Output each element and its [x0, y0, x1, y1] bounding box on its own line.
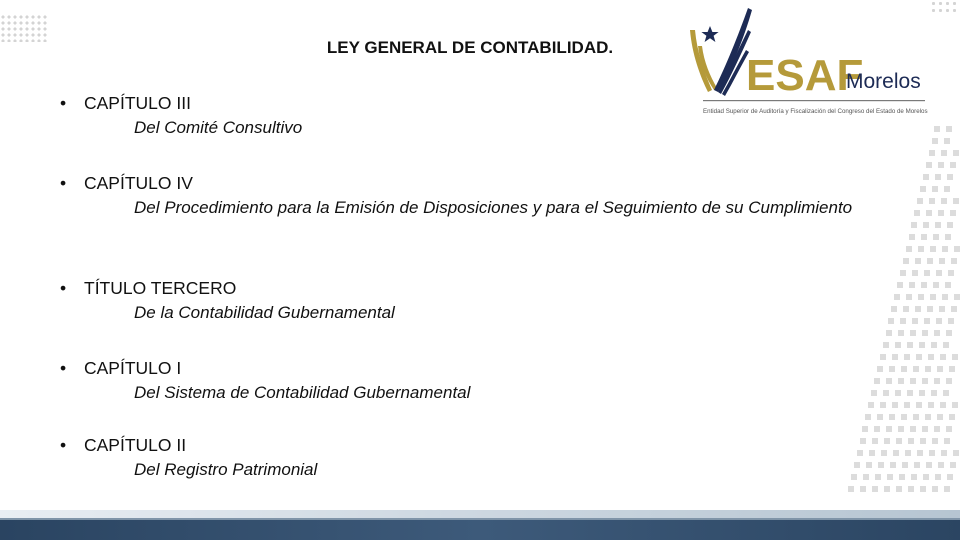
decorative-dot [943, 342, 949, 348]
decorative-dot [934, 126, 940, 132]
decorative-dot [933, 282, 939, 288]
decorative-dot [863, 474, 869, 480]
decorative-dot [906, 294, 912, 300]
decorative-dot [953, 450, 959, 456]
decorative-dot [953, 150, 959, 156]
decorative-dot [914, 210, 920, 216]
decorative-dot [902, 462, 908, 468]
decorative-dot [947, 174, 953, 180]
item-heading: TÍTULO TERCERO [84, 278, 237, 298]
bullet: • [60, 173, 67, 193]
decorative-dot [932, 438, 938, 444]
decorative-dot [888, 318, 894, 324]
decorative-dot [949, 366, 955, 372]
decorative-dot [941, 150, 947, 156]
decorative-dot [903, 258, 909, 264]
item-subtitle: Del Procedimiento para la Emisión de Disposiciones y para el Seguimiento de su Cumplimiento [134, 198, 853, 217]
decorative-dot [905, 450, 911, 456]
decorative-dot [889, 414, 895, 420]
decorative-dot [918, 294, 924, 300]
decorative-dot [920, 438, 926, 444]
decorative-dot [914, 462, 920, 468]
decorative-dot [919, 342, 925, 348]
decorative-dot [950, 162, 956, 168]
decorative-dot [889, 366, 895, 372]
decorative-dot [935, 174, 941, 180]
item-subtitle: Del Comité Consultivo [134, 118, 303, 137]
decorative-dot [915, 306, 921, 312]
decorative-dot [874, 378, 880, 384]
decorative-dot [915, 258, 921, 264]
decorative-dot [909, 282, 915, 288]
decorative-dot [922, 426, 928, 432]
decorative-dot [948, 318, 954, 324]
decorative-dot [950, 210, 956, 216]
decorative-dot [941, 198, 947, 204]
decorative-dot [944, 186, 950, 192]
decorative-dot [926, 210, 932, 216]
decorative-dot [944, 486, 950, 492]
decorative-dot [943, 390, 949, 396]
decorative-dot [898, 330, 904, 336]
logo-region: Morelos [846, 70, 921, 93]
decorative-dot [926, 162, 932, 168]
decorative-dot [862, 426, 868, 432]
decorative-dot [916, 402, 922, 408]
decorative-dot [946, 330, 952, 336]
decorative-dot [937, 414, 943, 420]
decorative-dot [931, 390, 937, 396]
decorative-dot [877, 366, 883, 372]
decorative-dot [901, 366, 907, 372]
decorative-dot [901, 414, 907, 420]
decorative-dot [871, 390, 877, 396]
decorative-dot [872, 486, 878, 492]
decorative-dot [911, 222, 917, 228]
decorative-dot [936, 318, 942, 324]
decorative-dot [923, 174, 929, 180]
decorative-dot [892, 354, 898, 360]
decorative-dot [875, 474, 881, 480]
decorative-dot [895, 390, 901, 396]
decorative-dot [860, 438, 866, 444]
bullet: • [60, 93, 67, 113]
decorative-dot [949, 414, 955, 420]
decorative-dot [900, 270, 906, 276]
decorative-dot [935, 222, 941, 228]
decorative-dot [908, 486, 914, 492]
decorative-dot [921, 234, 927, 240]
decorative-dot [939, 258, 945, 264]
decorative-dot [898, 378, 904, 384]
decorative-dot [883, 342, 889, 348]
decorative-dot [923, 474, 929, 480]
list-item [60, 357, 860, 404]
decorative-dot [865, 414, 871, 420]
bullet: • [60, 278, 67, 298]
decorative-dot [908, 438, 914, 444]
decorative-dot [881, 450, 887, 456]
bullet: • [60, 358, 67, 378]
decorative-dot [877, 414, 883, 420]
decorative-dot [947, 474, 953, 480]
decorative-dot [920, 186, 926, 192]
decorative-dot [895, 342, 901, 348]
decorative-dot [929, 150, 935, 156]
decorative-dot [932, 186, 938, 192]
decorative-dot [860, 486, 866, 492]
item-heading: CAPÍTULO IV [84, 173, 193, 193]
decorative-dot [940, 402, 946, 408]
decorative-dot [930, 294, 936, 300]
decorative-dot [926, 462, 932, 468]
bullet: • [60, 435, 67, 455]
decorative-dot [928, 354, 934, 360]
footer-band-dark [0, 520, 960, 540]
decorative-dot [932, 138, 938, 144]
decorative-dot [886, 330, 892, 336]
decorative-dot [944, 438, 950, 444]
decorative-dot [869, 450, 875, 456]
decorative-dot [900, 318, 906, 324]
decorative-dot [923, 222, 929, 228]
decorative-dot [887, 474, 893, 480]
decorative-dot [945, 282, 951, 288]
decorative-dot [884, 438, 890, 444]
decorative-dot [912, 318, 918, 324]
decorative-dot [896, 438, 902, 444]
decorative-dot [872, 438, 878, 444]
logo-tagline: Entidad Superior de Auditoría y Fiscalización del Congreso del Estado de Morelos [703, 108, 928, 115]
item-subtitle: De la Contabilidad Gubernamental [134, 303, 395, 322]
decorative-dot [938, 462, 944, 468]
decorative-dot [941, 450, 947, 456]
decorative-dot [922, 378, 928, 384]
decorative-dot [848, 486, 854, 492]
decorative-dot [893, 450, 899, 456]
list-item [60, 277, 860, 324]
decorative-dot [934, 378, 940, 384]
decorative-dot [951, 306, 957, 312]
decorative-dot [917, 198, 923, 204]
decorative-dot [874, 426, 880, 432]
decorative-dot [868, 402, 874, 408]
decorative-dot [898, 426, 904, 432]
list-item [60, 92, 860, 139]
decorative-dot [952, 402, 958, 408]
item-heading: CAPÍTULO III [84, 93, 191, 113]
decorative-dot [938, 162, 944, 168]
item-subtitle: Del Registro Patrimonial [134, 460, 318, 479]
decorative-dot [880, 354, 886, 360]
decorative-dot [924, 318, 930, 324]
decorative-dot [939, 306, 945, 312]
decorative-dot [918, 246, 924, 252]
decorative-dot [866, 462, 872, 468]
decorative-dot [913, 414, 919, 420]
decorative-dot [891, 306, 897, 312]
decorative-dot [927, 306, 933, 312]
decorative-dot [948, 270, 954, 276]
decorative-dot [910, 426, 916, 432]
decorative-dot [936, 270, 942, 276]
decorative-dot [910, 378, 916, 384]
decorative-dot [883, 390, 889, 396]
decorative-dot [930, 246, 936, 252]
decorative-dot [942, 246, 948, 252]
decorative-dot [892, 402, 898, 408]
decorative-dot [929, 198, 935, 204]
decorative-dot [946, 426, 952, 432]
decorative-dot [951, 258, 957, 264]
decorative-dot [934, 330, 940, 336]
decorative-dot [947, 222, 953, 228]
decorative-dot [932, 486, 938, 492]
decorative-dot [954, 246, 960, 252]
decorative-dot [884, 486, 890, 492]
decorative-dot [953, 198, 959, 204]
decorative-dot [950, 462, 956, 468]
decorative-dot [896, 486, 902, 492]
decorative-dot [925, 414, 931, 420]
decorative-dot [946, 378, 952, 384]
decorative-dot [913, 366, 919, 372]
decorative-dot [924, 270, 930, 276]
decorative-dot [919, 390, 925, 396]
decorative-dot [942, 294, 948, 300]
decorative-dot [929, 450, 935, 456]
decorative-dot [897, 282, 903, 288]
decorative-dot [925, 366, 931, 372]
decorative-dot [910, 330, 916, 336]
decorative-dot [944, 138, 950, 144]
decorative-dot [909, 234, 915, 240]
decorative-dot [937, 366, 943, 372]
decorative-dot [912, 270, 918, 276]
decorative-dot [904, 354, 910, 360]
star-icon [701, 26, 718, 42]
decorative-dot [880, 402, 886, 408]
logo-name: ESAF [746, 51, 864, 100]
decorative-dot [928, 402, 934, 408]
decorative-dot [903, 306, 909, 312]
decorative-dot [922, 330, 928, 336]
decorative-dot [917, 450, 923, 456]
decorative-dot [940, 354, 946, 360]
decorative-dot [954, 294, 960, 300]
item-heading: CAPÍTULO I [84, 358, 182, 378]
decorative-dot [894, 294, 900, 300]
decorative-dot [911, 474, 917, 480]
decorative-dot [904, 402, 910, 408]
page-title: LEY GENERAL DE CONTABILIDAD. [326, 38, 614, 57]
decorative-dot [921, 282, 927, 288]
decorative-dot [945, 234, 951, 240]
decorative-dot [907, 342, 913, 348]
decorative-dot [938, 210, 944, 216]
decorative-dot [907, 390, 913, 396]
list-item [60, 172, 860, 219]
decorative-dot [890, 462, 896, 468]
decorative-dot [927, 258, 933, 264]
decorative-dot [952, 354, 958, 360]
decorative-dot [946, 126, 952, 132]
decorative-dot [935, 474, 941, 480]
decorative-dot [878, 462, 884, 468]
decorative-dot [916, 354, 922, 360]
decorative-dot [886, 426, 892, 432]
decorative-dot [933, 234, 939, 240]
list-item [60, 434, 860, 481]
decorative-dot [899, 474, 905, 480]
item-heading: CAPÍTULO II [84, 435, 187, 455]
decorative-dot [906, 246, 912, 252]
decorative-dot [934, 426, 940, 432]
decorative-dot [920, 486, 926, 492]
decorative-dot [886, 378, 892, 384]
item-subtitle: Del Sistema de Contabilidad Gubernamental [134, 383, 471, 402]
decorative-dot [931, 342, 937, 348]
